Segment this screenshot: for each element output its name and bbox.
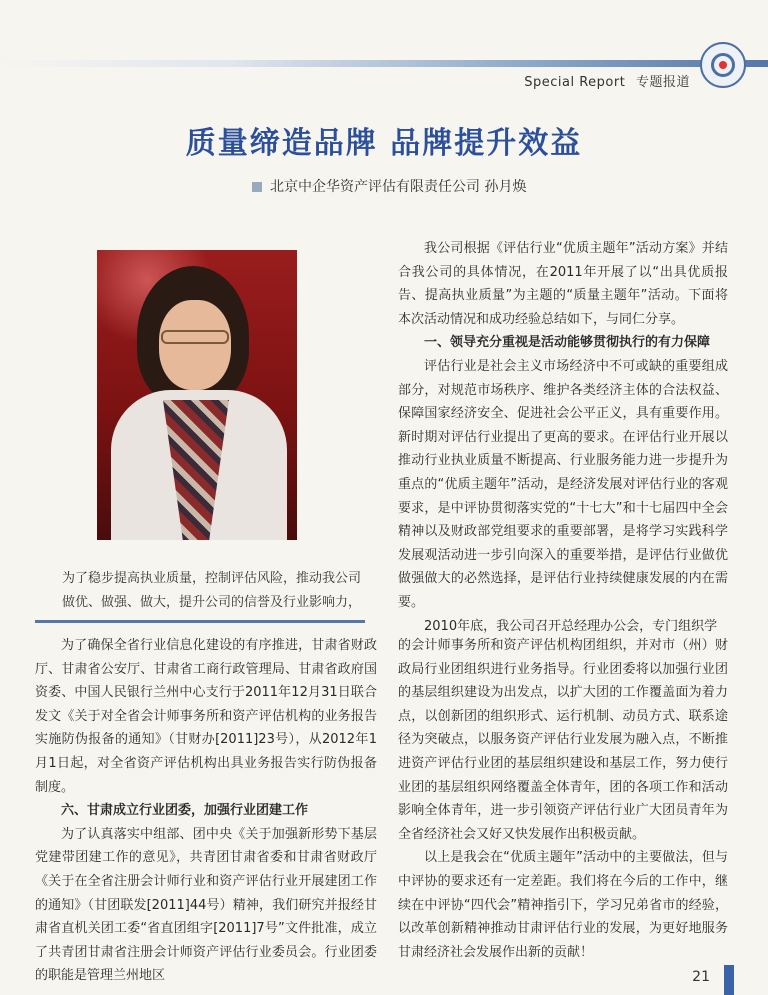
paragraph: 2010年底，我公司召开总经理办公会，专门组织学 xyxy=(424,618,718,634)
section-header xyxy=(524,71,690,90)
byline-text: 北京中企华资产评估有限责任公司 孙月焕 xyxy=(270,179,527,195)
magazine-logo-icon xyxy=(700,42,746,88)
paragraph: 我公司根据《评估行业“优质主题年”活动方案》并结合我公司的具体情况，在2011年开展了以“出具优质报告、提高执业质量”为主题的“质量主题年”活动。下面将本次活动情况和成功经验总结如下，与同仁分享。 xyxy=(398,241,728,327)
section-heading: 一、领导充分重视是活动能够贯彻执行的有力保障 xyxy=(424,335,711,351)
paragraph: 评估行业是社会主义市场经济中不可或缺的重要组成部分，对规范市场秩序、维护各类经济主体的合法权益、保障国家经济安全、促进社会公平正义，具有重要作用。新时期对评估行业提出了更高的要求。在评估行业开展以推动行业执业质量不断提高、行业服务能力进一步提升为重点的“优质主题年”活动，是经济发展对评估行业的客观要求，是中评协贯彻落实党的“十七大”和十七届四中全会精神以及财政部党组要求的重要部署，是将学习实践科学发展观活动进一步引向深入的重要举措，是评估行业做优做强做大的必然选择，是评估行业持续健康发展的内在需要。 xyxy=(398,358,728,610)
page-number-bar xyxy=(724,965,734,995)
paragraph: 的会计师事务所和资产评估机构团组织，并对市（州）财政局行业团组织进行业务指导。行业团委将以加强行业团的基层组织建设为出发点，以扩大团的工作覆盖面为着力点，以创新团的组织形式、运行机制、动员方式、联系途径为突破点，以服务资产评估行业发展为融入点，不断推进资产评估行业团的基层组织建设和基层工作，努力使行业团的基层组织网络覆盖全体青年，团的各项工作和活动影响全体青年，进一步引领资产评估行业广大团员青年为全省经济社会又好又快发展作出积极贡献。 xyxy=(398,638,728,842)
paragraph: 为了确保全省行业信息化建设的有序推进，甘肃省财政厅、甘肃省公安厅、甘肃省工商行政管理局、甘肃省政府国资委、中国人民银行兰州中心支行于2011年12月31日联合发文《关于对全省会计师事务所和资产评估机构的业务报告实施防伪报备的通知》（甘财办[2011]23号），从2012年1月1日起，对全省资产评估机构出具业务报告实行防伪报备制度。 xyxy=(35,638,377,795)
article-title: 质量缔造品牌 品牌提升效益 xyxy=(185,126,583,161)
left-column-bottom xyxy=(35,634,377,988)
right-column-top xyxy=(398,237,728,638)
paragraph: 以上是我会在“优质主题年”活动中的主要做法，但与中评协的要求还有一定差距。我们将在今后的工作中，继续在中评协“四代会”精神指引下，学习兄弟省市的经验，以改革创新精神推动甘肃评估行业的发展，为更好地服务甘肃经济社会发展作出新的贡献！ xyxy=(398,850,728,960)
square-bullet-icon xyxy=(252,182,262,192)
author-photo xyxy=(97,250,297,540)
article-byline xyxy=(252,176,526,196)
right-column-bottom xyxy=(398,634,728,964)
page-number: 21 xyxy=(692,969,710,985)
header-band xyxy=(0,60,768,67)
section-label-en: Special Report xyxy=(524,75,626,90)
divider xyxy=(35,620,365,623)
section-heading: 六、甘肃成立行业团委，加强行业团建工作 xyxy=(61,803,309,819)
paragraph: 为了认真落实中组部、团中央《关于加强新形势下基层党建带团建工作的意见》，共青团甘肃省委和甘肃省财政厅《关于在全省注册会计师行业和资产评估行业开展建团工作的通知》（甘团联发[2011]44号）精神，我们研究并报经甘肃省直机关团工委“省直团组字[2011]7号”文件批准，成立了共青团甘肃省注册会计师资产评估行业委员会。行业团委的职能是管理兰州地区 xyxy=(35,826,377,984)
section-label-cn: 专题报道 xyxy=(635,75,690,90)
photo-caption: 为了稳步提高执业质量，控制评估风险，推动我公司做优、做强、做大，提升公司的信誉及行业影响力， xyxy=(62,571,362,610)
